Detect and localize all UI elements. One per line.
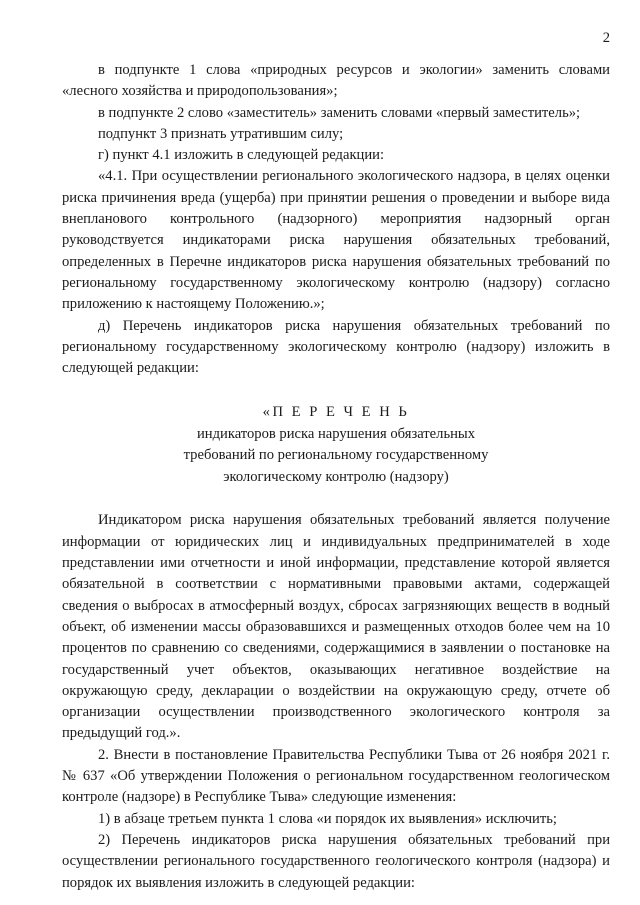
title-line: экологическому контролю (надзору) xyxy=(223,468,449,485)
title-line: требований по региональному государственному xyxy=(183,447,489,464)
title-line: индикаторов риска нарушения обязательных xyxy=(196,425,476,442)
paragraph: 1) в абзаце третьем пункта 1 слова «и порядок их выявления» исключить; xyxy=(98,810,557,827)
paragraph: в подпункте 1 слова «природных ресурсов и экологии» заменить словами «лесного хозяйства и природопользования»; xyxy=(62,62,610,100)
paragraph: г) пункт 4.1 изложить в следующей редакции: xyxy=(98,147,385,164)
title-heading: «П Е Р Е Ч Е Н Ь xyxy=(262,404,410,421)
page-number: 2 xyxy=(602,30,610,46)
paragraph: в подпункте 2 слово «заместитель» заменить словами «первый заместитель»; xyxy=(98,104,581,121)
paragraph: Индикатором риска нарушения обязательных требований является получение информации от юридических лиц и индивидуальных предпринимателей в ходе представлении ими отчетности и иной информации, представление которой является обязательной в соответствии с нормативными правовыми актами, содержащей сведения о выбросах в атмосферный воздух, сбросах загрязняющих веществ в водный объект, об изменении массы образовавшихся и размещенных отходов более чем на 10 процентов по сравнению со сведениями, содержащимися в заявлении о постановке на государственный учет объектов, оказывающих негативное воздействие на окружающую среду, декларации о воздействии на окружающую среду, отчете об организации осуществлении производственного экологического контроля за предыдущий год.». xyxy=(62,512,610,742)
paragraph: д) Перечень индикаторов риска нарушения обязательных требований по региональному государственному экологическому контролю (надзору) изложить в следующей редакции: xyxy=(62,317,610,377)
list-title xyxy=(62,402,610,488)
paragraph: 2. Внести в постановление Правительства Республики Тыва от 26 ноября 2021 г. № 637 «Об утверждении Положения о региональном государственном геологическом контроле (надзоре) в Республике Тыва» следующие изменения: xyxy=(62,746,610,806)
paragraph: 2) Перечень индикаторов риска нарушения обязательных требований при осуществлении регионального государственного геологического контроля (надзора) и порядок их выявления изложить в следующей редакции: xyxy=(62,831,610,891)
paragraph: «4.1. При осуществлении регионального экологического надзора, в целях оценки риска причинения вреда (ущерба) при принятии решения о проведении и выборе вида внепланового контрольного (надзорного) мероприятия надзорный орган руководствуется индикаторами риска нарушения обязательных требований, определенных в Перечне индикаторов риска нарушения обязательных требований по региональному государственному экологическому контролю (надзору) согласно приложению к настоящему Положению.»; xyxy=(62,168,610,313)
paragraph: подпункт 3 признать утратившим силу; xyxy=(98,125,344,142)
